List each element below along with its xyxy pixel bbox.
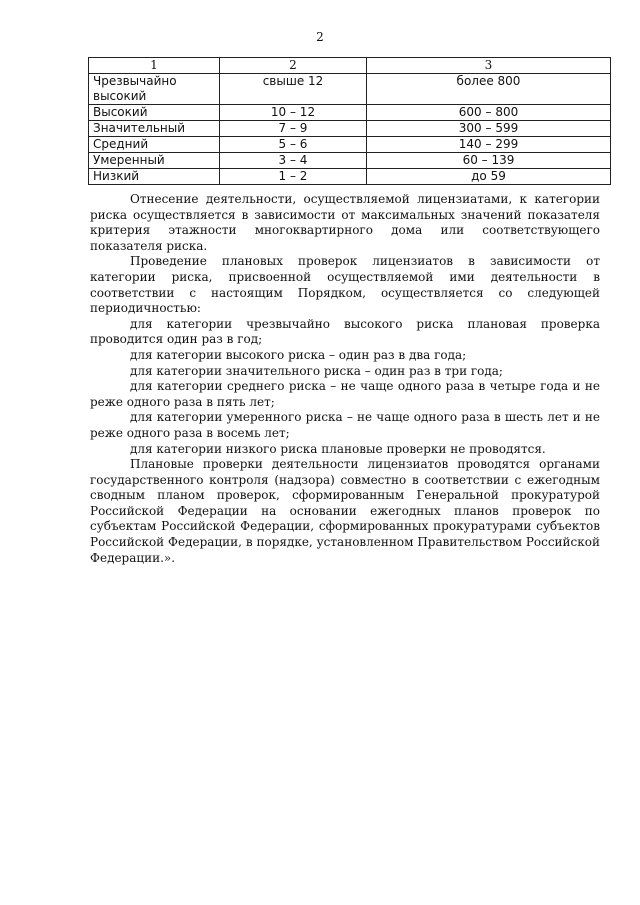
risk-category-cell: Средний bbox=[89, 137, 220, 153]
paragraph: для категории низкого риска плановые проверки не проводятся. bbox=[130, 441, 546, 456]
column-header: 2 bbox=[220, 58, 367, 74]
indicator-cell: 300 – 599 bbox=[367, 121, 611, 137]
risk-category-table bbox=[88, 57, 611, 185]
table-row bbox=[89, 153, 611, 169]
body-text bbox=[90, 192, 600, 566]
paragraph: для категории значительного риска – один раз в три года; bbox=[130, 363, 503, 378]
paragraph: для категории чрезвычайно высокого риска плановая проверка проводится один раз в год; bbox=[90, 316, 600, 347]
risk-category-cell: Высокий bbox=[89, 105, 220, 121]
floors-cell: 10 – 12 bbox=[220, 105, 367, 121]
indicator-cell: более 800 bbox=[367, 74, 611, 105]
column-header: 3 bbox=[367, 58, 611, 74]
table-row bbox=[89, 74, 611, 105]
paragraph: Отнесение деятельности, осуществляемой лицензиатами, к категории риска осуществляется в зависимости от максимальных значений показателя критерия этажности многоквартирного дома или соответствующего показателя риска. bbox=[90, 192, 600, 253]
risk-category-cell: Значительный bbox=[89, 121, 220, 137]
indicator-cell: 60 – 139 bbox=[367, 153, 611, 169]
floors-cell: свыше 12 bbox=[220, 74, 367, 105]
floors-cell: 7 – 9 bbox=[220, 121, 367, 137]
indicator-cell: до 59 bbox=[367, 169, 611, 185]
indicator-cell: 140 – 299 bbox=[367, 137, 611, 153]
paragraph: для категории умеренного риска – не чаще одного раза в шесть лет и не реже одного раза в восемь лет; bbox=[90, 410, 600, 440]
paragraph: для категории среднего риска – не чаще одного раза в четыре года и не реже одного раза в пять лет; bbox=[90, 379, 600, 409]
risk-category-cell: Низкий bbox=[89, 169, 220, 185]
paragraph: Проведение плановых проверок лицензиатов в зависимости от категории риска, присвоенной осуществляемой ими деятельности в соответствии с настоящим Порядком, осуществляется со следующей периодичностью: bbox=[90, 254, 600, 316]
table-row bbox=[89, 169, 611, 185]
floors-cell: 1 – 2 bbox=[220, 169, 367, 185]
page-number: 2 bbox=[316, 30, 324, 44]
paragraph: для категории высокого риска – один раз в два года; bbox=[130, 347, 467, 362]
paragraph: Плановые проверки деятельности лицензиатов проводятся органами государственного контроля (надзора) совместно в соответствии с ежегодным сводным планом проверок, сформированным Генеральной прокуратурой Российской Федерации на основании ежегодных планов проверок по субъектам Российской Федерации, сформированных прокуратурами субъектов Российской Федерации, в порядке, установленном Правительством Российской Федерации.». bbox=[90, 457, 600, 565]
table-header-row bbox=[89, 58, 611, 74]
table-row bbox=[89, 105, 611, 121]
table-row bbox=[89, 137, 611, 153]
risk-category-cell: Умеренный bbox=[89, 153, 220, 169]
floors-cell: 5 – 6 bbox=[220, 137, 367, 153]
risk-category-cell: Чрезвычайно высокий bbox=[89, 74, 220, 105]
table-row bbox=[89, 121, 611, 137]
column-header: 1 bbox=[89, 58, 220, 74]
floors-cell: 3 – 4 bbox=[220, 153, 367, 169]
indicator-cell: 600 – 800 bbox=[367, 105, 611, 121]
